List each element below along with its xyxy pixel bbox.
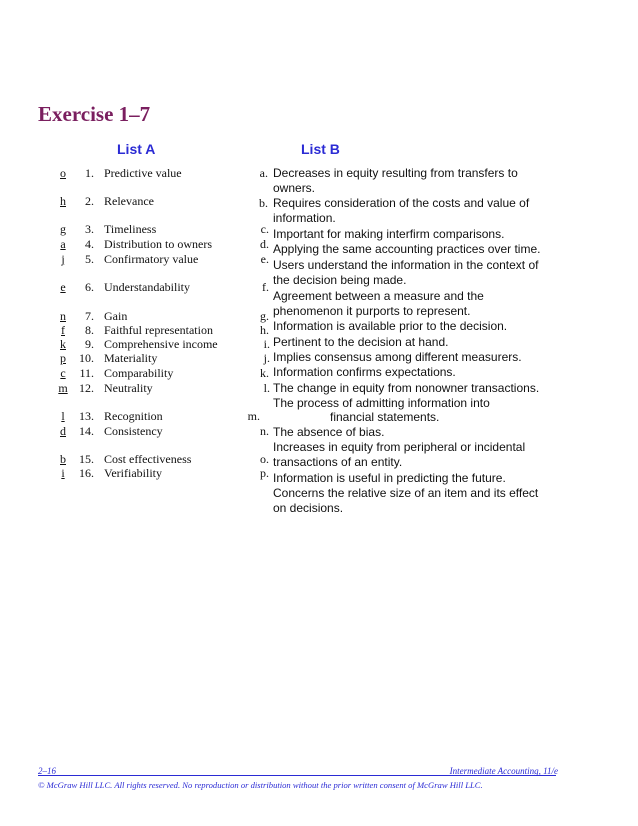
list-a-answer: a <box>60 237 66 251</box>
list-a-number: 3. <box>85 222 94 236</box>
list-b-line: financial statements. <box>330 410 440 424</box>
footer-book-title: Intermediate Accounting, 11/e <box>449 766 558 776</box>
list-a-number: 8. <box>85 323 94 337</box>
list-a-term: Neutrality <box>104 381 153 395</box>
list-a-number: 13. <box>79 409 94 423</box>
list-a-term: Confirmatory value <box>104 252 199 266</box>
list-a-term: Predictive value <box>104 166 182 180</box>
list-a-term: Verifiability <box>104 466 162 480</box>
list-b-line: Decreases in equity resulting from transfers to <box>273 166 518 180</box>
list-a-answer: o <box>60 166 66 180</box>
list-a-header: List A <box>117 141 156 157</box>
list-a-term: Understandability <box>104 280 190 294</box>
list-b-letter: h. <box>260 323 269 337</box>
list-a-answer: p <box>60 351 66 365</box>
list-a-answer: b <box>60 452 66 466</box>
list-a-number: 12. <box>79 381 94 395</box>
list-a-number: 1. <box>85 166 94 180</box>
list-b-letter: l. <box>263 381 270 395</box>
list-a-term: Comprehensive income <box>104 337 218 351</box>
list-b-line: Information is useful in predicting the future. <box>273 471 506 485</box>
list-a-answer: d <box>60 424 66 438</box>
list-a-answer: l <box>61 409 65 423</box>
list-a-number: 2. <box>85 194 94 208</box>
list-a-answer: g <box>60 222 66 236</box>
list-b-letter: b. <box>259 196 268 210</box>
list-b-letter: n. <box>260 424 269 438</box>
list-b-line: phenomenon it purports to represent. <box>273 304 471 318</box>
list-b-letter: f. <box>262 280 269 294</box>
list-a-term: Timeliness <box>104 222 157 236</box>
list-b-letter: d. <box>260 237 269 251</box>
list-a-term: Faithful representation <box>104 323 213 337</box>
list-a-answer: h <box>60 194 66 208</box>
list-b-line: Important for making interfirm comparisons. <box>273 227 505 241</box>
list-a-answer: k <box>60 337 66 351</box>
list-b-letter: g. <box>260 309 269 323</box>
list-a-term: Consistency <box>104 424 163 438</box>
list-b-letter: a. <box>259 166 268 180</box>
list-b-letter: i. <box>263 337 270 351</box>
list-b-line: Increases in equity from peripheral or incidental <box>273 440 526 454</box>
list-b-header: List B <box>301 141 340 157</box>
list-a-answer: i <box>61 466 65 480</box>
footer-copyright: © McGraw Hill LLC. All rights reserved. No reproduction or distribution without the prior written consent of McGraw Hill LLC. <box>38 780 483 790</box>
list-b-line: Concerns the relative size of an item and its effect <box>273 486 539 500</box>
list-b-line: Implies consensus among different measurers. <box>273 350 522 364</box>
list-a-number: 7. <box>85 309 94 323</box>
list-a-number: 4. <box>85 237 94 251</box>
list-a-number: 10. <box>79 351 94 365</box>
list-a-answer: j <box>61 252 65 266</box>
list-a-answer: e <box>60 280 66 294</box>
list-a-number: 11. <box>79 366 94 380</box>
list-a-number: 16. <box>79 466 94 480</box>
list-b-line: The process of admitting information into <box>273 396 490 410</box>
list-b-letter: o. <box>260 452 269 466</box>
list-b-line: the decision being made. <box>273 273 407 287</box>
list-a-number: 5. <box>85 252 94 266</box>
list-a-number: 9. <box>85 337 94 351</box>
footer-page-number: 2–16 <box>38 766 56 776</box>
list-a-term: Distribution to owners <box>104 237 212 251</box>
list-b-line: information. <box>273 211 336 225</box>
list-a-term: Cost effectiveness <box>104 452 192 466</box>
list-a-answer: n <box>60 309 66 323</box>
list-a-answer: f <box>61 323 65 337</box>
list-b-letter: m. <box>247 409 260 423</box>
list-b-line: Information is available prior to the decision. <box>273 319 508 333</box>
list-a-term: Gain <box>104 309 128 323</box>
list-a-number: 14. <box>79 424 94 438</box>
list-a-number: 6. <box>85 280 94 294</box>
list-a-number: 15. <box>79 452 94 466</box>
list-a-term: Materiality <box>104 351 158 365</box>
list-b-line: The absence of bias. <box>273 425 385 439</box>
list-b-letter: p. <box>260 466 269 480</box>
list-a-answer: m <box>58 381 68 395</box>
list-a-term: Recognition <box>104 409 163 423</box>
list-b-line: The change in equity from nonowner transactions. <box>273 381 540 395</box>
list-b-line: owners. <box>273 181 316 195</box>
list-a-answer: c <box>60 366 66 380</box>
list-b-letter: j. <box>263 351 270 365</box>
list-b-line: transactions of an entity. <box>273 455 403 469</box>
list-b-line: on decisions. <box>273 501 344 515</box>
list-b-letter: k. <box>260 366 269 380</box>
list-b-letter: c. <box>260 222 269 236</box>
list-b-line: Pertinent to the decision at hand. <box>273 335 449 349</box>
list-b-letter: e. <box>260 252 269 266</box>
list-a-term: Comparability <box>104 366 174 380</box>
list-b-line: Agreement between a measure and the <box>273 289 484 303</box>
footer-divider <box>38 775 556 776</box>
list-b-line: Information confirms expectations. <box>273 365 456 379</box>
list-b-line: Applying the same accounting practices over time. <box>273 242 541 256</box>
list-a-term: Relevance <box>104 194 154 208</box>
exercise-title: Exercise 1–7 <box>38 102 151 126</box>
list-b-line: Users understand the information in the context of <box>273 258 539 272</box>
list-b-line: Requires consideration of the costs and value of <box>273 196 530 210</box>
